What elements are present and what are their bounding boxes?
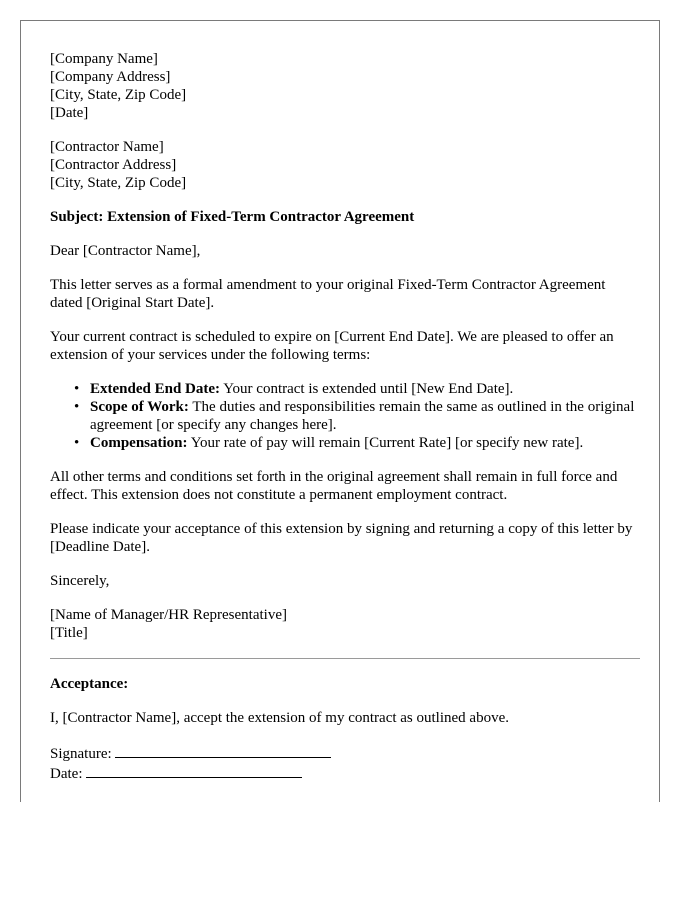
letter-page [20, 20, 660, 802]
letter-date: [Date] [50, 105, 89, 121]
terms-list [50, 380, 640, 452]
term-item [74, 380, 640, 398]
bullet-icon: • [74, 399, 80, 415]
contractor-city-state-zip: [City, State, Zip Code] [50, 175, 187, 191]
contractor-address: [Contractor Address] [50, 157, 177, 173]
letter-content [50, 50, 640, 783]
date-line [86, 763, 302, 778]
contractor-name: [Contractor Name] [50, 139, 164, 155]
acceptance-request-paragraph: Please indicate your acceptance of this extension by signing and returning a copy of this letter by [Deadline Date]. [50, 521, 633, 555]
term-item [74, 398, 640, 434]
signature-line [115, 743, 331, 758]
company-name: [Company Name] [50, 51, 158, 67]
acceptance-heading: Acceptance: [50, 676, 129, 692]
term-label: Scope of Work: [90, 399, 189, 415]
term-text: Your rate of pay will remain [Current Rate] [or specify new rate]. [187, 435, 584, 451]
salutation: Dear [Contractor Name], [50, 243, 201, 259]
term-label: Extended End Date: [90, 381, 221, 397]
term-item [74, 434, 640, 452]
sender-block [50, 50, 640, 122]
signer-block [50, 606, 640, 642]
offer-paragraph: Your current contract is scheduled to expire on [Current End Date]. We are pleased to offer an extension of your services under the following terms: [50, 329, 614, 363]
signer-title: [Title] [50, 625, 88, 641]
bullet-icon: • [74, 381, 80, 397]
signer-name: [Name of Manager/HR Representative] [50, 607, 287, 623]
bullet-icon: • [74, 435, 80, 451]
sign-off: Sincerely, [50, 573, 110, 589]
recipient-block [50, 138, 640, 192]
signature-block [50, 743, 640, 783]
signature-label: Signature: [50, 746, 112, 762]
other-terms-paragraph: All other terms and conditions set forth in the original agreement shall remain in full force and effect. This extension does not constitute a permanent employment contract. [50, 469, 618, 503]
subject-line: Subject: Extension of Fixed-Term Contractor Agreement [50, 209, 415, 225]
section-divider [50, 658, 640, 659]
company-address: [Company Address] [50, 69, 171, 85]
acceptance-statement: I, [Contractor Name], accept the extension of my contract as outlined above. [50, 710, 509, 726]
intro-paragraph: This letter serves as a formal amendment to your original Fixed-Term Contractor Agreement dated [Original Start Date]. [50, 277, 606, 311]
term-label: Compensation: [90, 435, 188, 451]
company-city-state-zip: [City, State, Zip Code] [50, 87, 187, 103]
date-row [50, 763, 640, 783]
date-label: Date: [50, 766, 83, 782]
signature-row [50, 743, 640, 763]
term-text: The duties and responsibilities remain the same as outlined in the original agreement [or specify any changes here]. [90, 399, 635, 433]
term-text: Your contract is extended until [New End Date]. [220, 381, 514, 397]
